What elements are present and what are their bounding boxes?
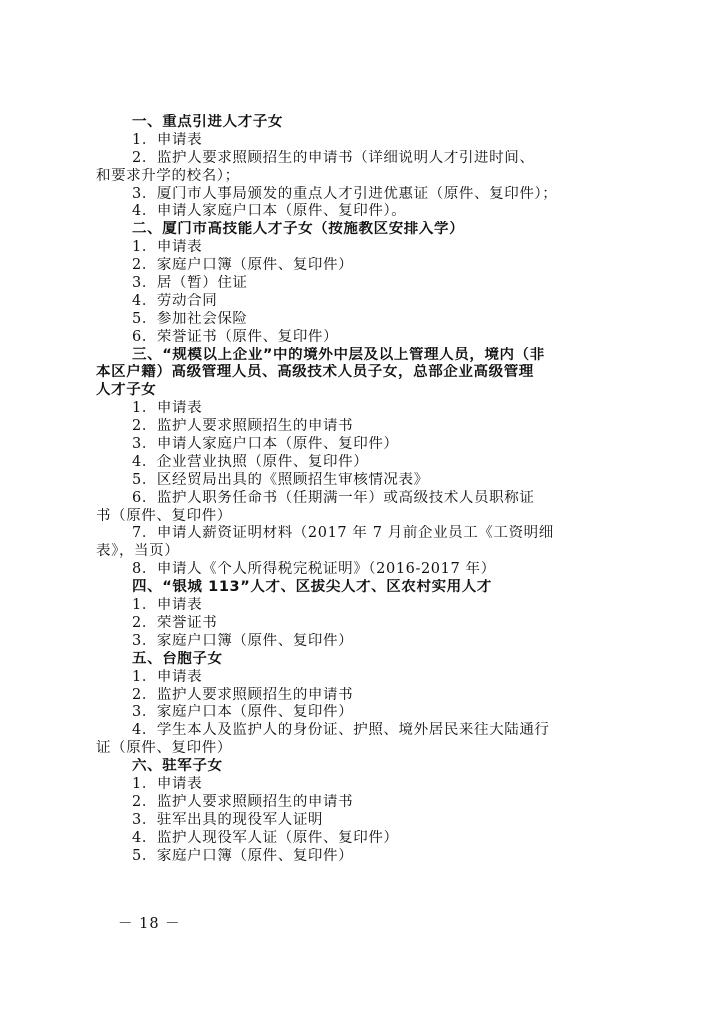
document-body <box>96 114 622 865</box>
body-text-line: 3．家庭户口本（原件、复印件） <box>132 704 354 721</box>
body-text-line: 1．申请表 <box>132 400 203 417</box>
body-text-line: 2．监护人要求照顾招生的申请书 <box>132 793 354 810</box>
body-text-line: 2．家庭户口簿（原件、复印件） <box>132 257 354 274</box>
section-heading-line: 人才子女 <box>96 382 157 399</box>
section-heading-line: 五、台胞子女 <box>132 650 223 667</box>
section-heading-line: 二、厦门市高技能人才子女（按施教区安排入学） <box>132 221 465 238</box>
body-text-line: 表》，当页） <box>96 543 180 560</box>
body-text-line: 1．申请表 <box>132 597 203 614</box>
section-heading-line: 本区户籍）高级管理人员、高级技术人员子女，总部企业高级管理 <box>96 364 534 381</box>
body-text-line: 2．监护人要求照顾招生的申请书 <box>132 418 354 435</box>
body-text-line: 3．居（暂）住证 <box>132 275 248 292</box>
body-text-line: 4．申请人家庭户口本（原件、复印件）。 <box>132 203 407 220</box>
body-text-line: 证（原件、复印件） <box>96 740 232 757</box>
section-heading-line: 四、“银城 113”人才、区拔尖人才、区农村实用人才 <box>132 579 492 596</box>
body-text-line: 3．厦门市人事局颁发的重点人才引进优惠证（原件、复印件）； <box>132 185 558 202</box>
body-text-line: 4．监护人现役军人证（原件、复印件） <box>132 829 399 846</box>
section-heading-line: 六、驻军子女 <box>132 758 223 775</box>
body-text-line: 8．申请人《个人所得税完税证明》（2016-2017 年） <box>132 561 496 578</box>
body-text-line: 5．参加社会保险 <box>132 310 248 327</box>
body-text-line: 4．劳动合同 <box>132 292 218 309</box>
body-text-line: 1．申请表 <box>132 668 203 685</box>
body-text-line: 1．申请表 <box>132 131 203 148</box>
body-text-line: 3．驻军出具的现役军人证明 <box>132 811 324 828</box>
section-heading-line: 一、重点引进人才子女 <box>132 114 283 130</box>
body-text-line: 6．荣誉证书（原件、复印件） <box>132 328 339 345</box>
body-text-line: 和要求升学的校名）； <box>96 167 240 184</box>
body-text-line: 2．监护人要求照顾招生的申请书 <box>132 686 354 703</box>
body-text-line: 1．申请表 <box>132 775 203 792</box>
body-text-line: 书（原件、复印件） <box>96 507 232 524</box>
body-text-line: 7．申请人薪资证明材料（2017 年 7 月前企业员工《工资明细 <box>132 525 554 542</box>
body-text-line: 3．申请人家庭户口本（原件、复印件） <box>132 436 399 453</box>
body-text-line: 6．监护人职务任命书（任期满一年）或高级技术人员职称证 <box>132 489 535 506</box>
body-text-line: 5．家庭户口簿（原件、复印件） <box>132 847 354 864</box>
body-text-line: 2．监护人要求照顾招生的申请书（详细说明人才引进时间、 <box>132 149 535 166</box>
body-text-line: 3．家庭户口簿（原件、复印件） <box>132 632 354 649</box>
section-heading-line: 三、“规模以上企业”中的境外中层及以上管理人员，境内（非 <box>132 346 545 363</box>
body-text-line: 5．区经贸局出具的《照顾招生审核情况表》 <box>132 471 429 488</box>
body-text-line: 1．申请表 <box>132 239 203 256</box>
page-number: － 18 － <box>118 916 181 932</box>
body-text-line: 4．学生本人及监护人的身份证、护照、境外居民来往大陆通行 <box>132 722 550 739</box>
body-text-line: 4．企业营业执照（原件、复印件） <box>132 453 369 470</box>
body-text-line: 2．荣誉证书 <box>132 614 218 631</box>
